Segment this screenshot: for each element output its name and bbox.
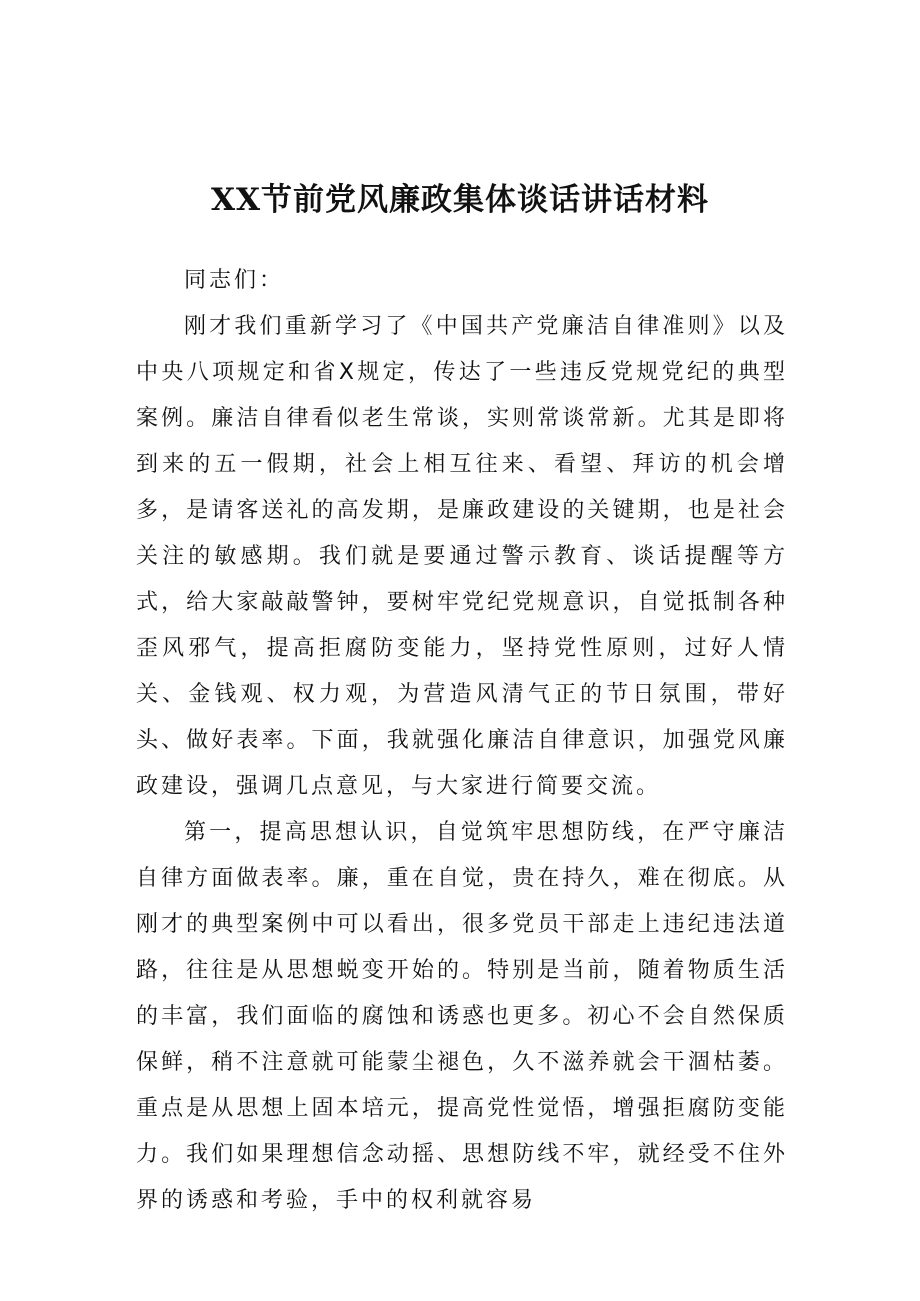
paragraph-first-point: 第一，提高思想认识，自觉筑牢思想防线，在严守廉洁自律方面做表率。廉，重在自觉，贵在持久，难在彻底。从刚才的典型案例中可以看出，很多党员干部走上违纪违法道路，往往是从思想蜕变开始的。特别是当前，随着物质生活的丰富，我们面临的腐蚀和诱惑也更多。初心不会自然保质保鲜，稍不注意就可能蒙尘褪色，久不滋养就会干涸枯萎。重点是从思想上固本培元，提高党性觉悟，增强拒腐防变能力。我们如果理想信念动摇、思想防线不牢，就经受不住外界的诱惑和考验，手中的权利就容易 (136, 820, 788, 1213)
paragraph-intro: 刚才我们重新学习了《中国共产党廉洁自律准则》以及中央八项规定和省X规定，传达了一些违反党规党纪的典型案例。廉洁自律看似老生常谈，实则常谈常新。尤其是即将到来的五一假期，社会上相互往来、看望、拜访的机会增多，是请客送礼的高发期，是廉政建设的关键期，也是社会关注的敏感期。我们就是要通过警示教育、谈话提醒等方式，给大家敲敲警钟，要树牢党纪党规意识，自觉抵制各种歪风邪气，提高拒腐防变能力，坚持党性原则，过好人情关、金钱观、权力观，为营造风清气正的节日氛围，带好头、做好表率。下面，我就强化廉洁自律意识，加强党风廉政建设，强调几点意见，与大家进行简要交流。 (136, 314, 788, 799)
document-body (136, 258, 788, 1224)
salutation: 同志们： (184, 268, 285, 293)
document-title: XX节前党风廉政集体谈话讲话材料 (210, 182, 710, 218)
